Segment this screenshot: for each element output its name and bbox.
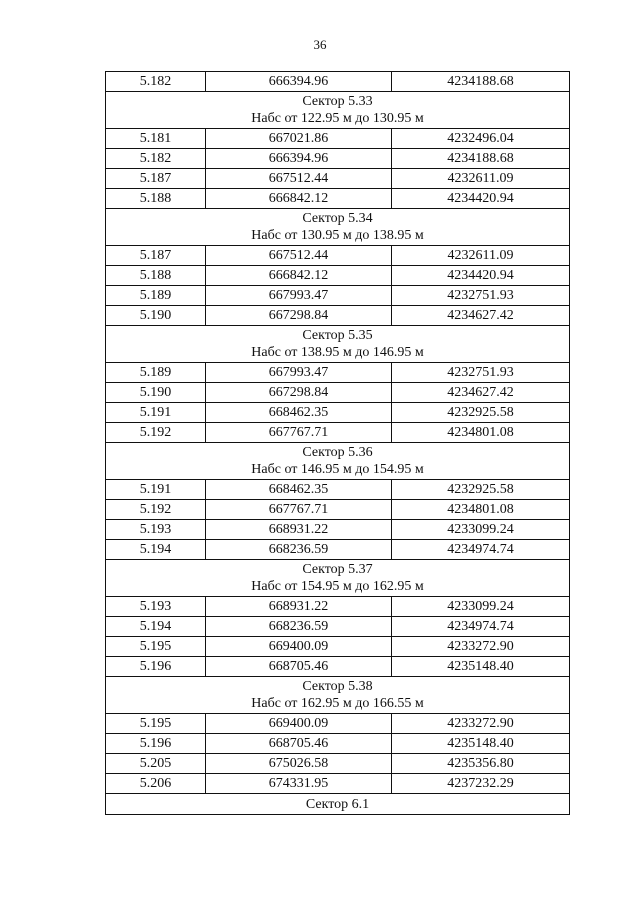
table-row <box>106 363 570 383</box>
table-row <box>106 423 570 443</box>
point-number-cell: 5.182 <box>106 72 206 92</box>
y-coordinate-cell: 4234420.94 <box>392 266 570 286</box>
point-number-cell: 5.193 <box>106 597 206 617</box>
x-coordinate-cell: 667298.84 <box>206 383 392 403</box>
x-coordinate-cell: 667767.71 <box>206 500 392 520</box>
x-coordinate-cell: 667993.47 <box>206 286 392 306</box>
sector-title: Сектор 5.37 <box>302 562 373 577</box>
x-coordinate-cell: 666842.12 <box>206 266 392 286</box>
sector-title: Сектор 5.35 <box>302 328 373 343</box>
sector-header-row <box>106 92 570 129</box>
sector-height-range: Набс от 138.95 м до 146.95 м <box>251 345 424 360</box>
coordinates-table <box>105 71 570 815</box>
table-row <box>106 189 570 209</box>
sector-header-cell <box>106 326 570 363</box>
point-number-cell: 5.192 <box>106 423 206 443</box>
table-row <box>106 169 570 189</box>
y-coordinate-cell: 4234974.74 <box>392 617 570 637</box>
x-coordinate-cell: 666394.96 <box>206 149 392 169</box>
table-row <box>106 246 570 266</box>
table-row <box>106 306 570 326</box>
y-coordinate-cell: 4232925.58 <box>392 403 570 423</box>
point-number-cell: 5.195 <box>106 637 206 657</box>
x-coordinate-cell: 667767.71 <box>206 423 392 443</box>
x-coordinate-cell: 668462.35 <box>206 480 392 500</box>
table-row <box>106 500 570 520</box>
point-number-cell: 5.190 <box>106 306 206 326</box>
point-number-cell: 5.205 <box>106 754 206 774</box>
x-coordinate-cell: 668931.22 <box>206 520 392 540</box>
point-number-cell: 5.181 <box>106 129 206 149</box>
y-coordinate-cell: 4232925.58 <box>392 480 570 500</box>
y-coordinate-cell: 4232751.93 <box>392 363 570 383</box>
y-coordinate-cell: 4234188.68 <box>392 149 570 169</box>
y-coordinate-cell: 4232751.93 <box>392 286 570 306</box>
point-number-cell: 5.189 <box>106 286 206 306</box>
y-coordinate-cell: 4234974.74 <box>392 540 570 560</box>
sector-height-range: Набс от 130.95 м до 138.95 м <box>251 228 424 243</box>
table-row <box>106 637 570 657</box>
x-coordinate-cell: 667512.44 <box>206 246 392 266</box>
x-coordinate-cell: 669400.09 <box>206 637 392 657</box>
table-row <box>106 597 570 617</box>
table-row <box>106 714 570 734</box>
x-coordinate-cell: 667021.86 <box>206 129 392 149</box>
table-row <box>106 266 570 286</box>
point-number-cell: 5.194 <box>106 617 206 637</box>
y-coordinate-cell: 4232496.04 <box>392 129 570 149</box>
y-coordinate-cell: 4234188.68 <box>392 72 570 92</box>
table-row <box>106 403 570 423</box>
y-coordinate-cell: 4234801.08 <box>392 500 570 520</box>
sector-height-range: Набс от 146.95 м до 154.95 м <box>251 462 424 477</box>
sector-header-cell <box>106 560 570 597</box>
table-row <box>106 72 570 92</box>
sector-header-row <box>106 326 570 363</box>
sector-header-row <box>106 794 570 815</box>
sector-header-cell <box>106 794 570 815</box>
sector-title: Сектор 5.34 <box>302 211 373 226</box>
table-row <box>106 480 570 500</box>
sector-header-row <box>106 209 570 246</box>
point-number-cell: 5.189 <box>106 363 206 383</box>
y-coordinate-cell: 4232611.09 <box>392 246 570 266</box>
sector-title: Сектор 6.1 <box>305 796 370 812</box>
x-coordinate-cell: 668931.22 <box>206 597 392 617</box>
point-number-cell: 5.195 <box>106 714 206 734</box>
table-row <box>106 286 570 306</box>
point-number-cell: 5.190 <box>106 383 206 403</box>
point-number-cell: 5.196 <box>106 657 206 677</box>
sector-header-row <box>106 677 570 714</box>
x-coordinate-cell: 668705.46 <box>206 734 392 754</box>
y-coordinate-cell: 4233272.90 <box>392 637 570 657</box>
x-coordinate-cell: 669400.09 <box>206 714 392 734</box>
table-row <box>106 520 570 540</box>
x-coordinate-cell: 667993.47 <box>206 363 392 383</box>
coordinates-table-body <box>106 72 570 815</box>
point-number-cell: 5.194 <box>106 540 206 560</box>
table-row <box>106 129 570 149</box>
x-coordinate-cell: 666394.96 <box>206 72 392 92</box>
sector-height-range: Набс от 154.95 м до 162.95 м <box>251 579 424 594</box>
y-coordinate-cell: 4234627.42 <box>392 383 570 403</box>
y-coordinate-cell: 4234801.08 <box>392 423 570 443</box>
table-row <box>106 617 570 637</box>
x-coordinate-cell: 666842.12 <box>206 189 392 209</box>
point-number-cell: 5.191 <box>106 403 206 423</box>
sector-header-cell <box>106 209 570 246</box>
y-coordinate-cell: 4233272.90 <box>392 714 570 734</box>
point-number-cell: 5.188 <box>106 266 206 286</box>
point-number-cell: 5.182 <box>106 149 206 169</box>
point-number-cell: 5.187 <box>106 246 206 266</box>
sector-header-cell <box>106 443 570 480</box>
sector-header-row <box>106 560 570 597</box>
y-coordinate-cell: 4234420.94 <box>392 189 570 209</box>
sector-header-row <box>106 443 570 480</box>
point-number-cell: 5.188 <box>106 189 206 209</box>
point-number-cell: 5.192 <box>106 500 206 520</box>
table-row <box>106 657 570 677</box>
table-row <box>106 754 570 774</box>
y-coordinate-cell: 4237232.29 <box>392 774 570 794</box>
point-number-cell: 5.193 <box>106 520 206 540</box>
point-number-cell: 5.206 <box>106 774 206 794</box>
x-coordinate-cell: 675026.58 <box>206 754 392 774</box>
table-row <box>106 383 570 403</box>
point-number-cell: 5.196 <box>106 734 206 754</box>
x-coordinate-cell: 668236.59 <box>206 617 392 637</box>
y-coordinate-cell: 4235356.80 <box>392 754 570 774</box>
table-row <box>106 774 570 794</box>
sector-height-range: Набс от 122.95 м до 130.95 м <box>251 111 424 126</box>
sector-header-cell <box>106 92 570 129</box>
table-row <box>106 540 570 560</box>
point-number-cell: 5.187 <box>106 169 206 189</box>
sector-title: Сектор 5.36 <box>302 445 373 460</box>
x-coordinate-cell: 668462.35 <box>206 403 392 423</box>
y-coordinate-cell: 4232611.09 <box>392 169 570 189</box>
sector-title: Сектор 5.38 <box>302 679 373 694</box>
point-number-cell: 5.191 <box>106 480 206 500</box>
table-row <box>106 149 570 169</box>
x-coordinate-cell: 674331.95 <box>206 774 392 794</box>
page-number: 36 <box>313 37 327 52</box>
sector-title: Сектор 5.33 <box>302 94 373 109</box>
x-coordinate-cell: 667298.84 <box>206 306 392 326</box>
sector-header-cell <box>106 677 570 714</box>
sector-height-range: Набс от 162.95 м до 166.55 м <box>251 696 424 711</box>
y-coordinate-cell: 4233099.24 <box>392 520 570 540</box>
table-row <box>106 734 570 754</box>
y-coordinate-cell: 4235148.40 <box>392 657 570 677</box>
y-coordinate-cell: 4234627.42 <box>392 306 570 326</box>
y-coordinate-cell: 4233099.24 <box>392 597 570 617</box>
x-coordinate-cell: 667512.44 <box>206 169 392 189</box>
x-coordinate-cell: 668705.46 <box>206 657 392 677</box>
y-coordinate-cell: 4235148.40 <box>392 734 570 754</box>
x-coordinate-cell: 668236.59 <box>206 540 392 560</box>
